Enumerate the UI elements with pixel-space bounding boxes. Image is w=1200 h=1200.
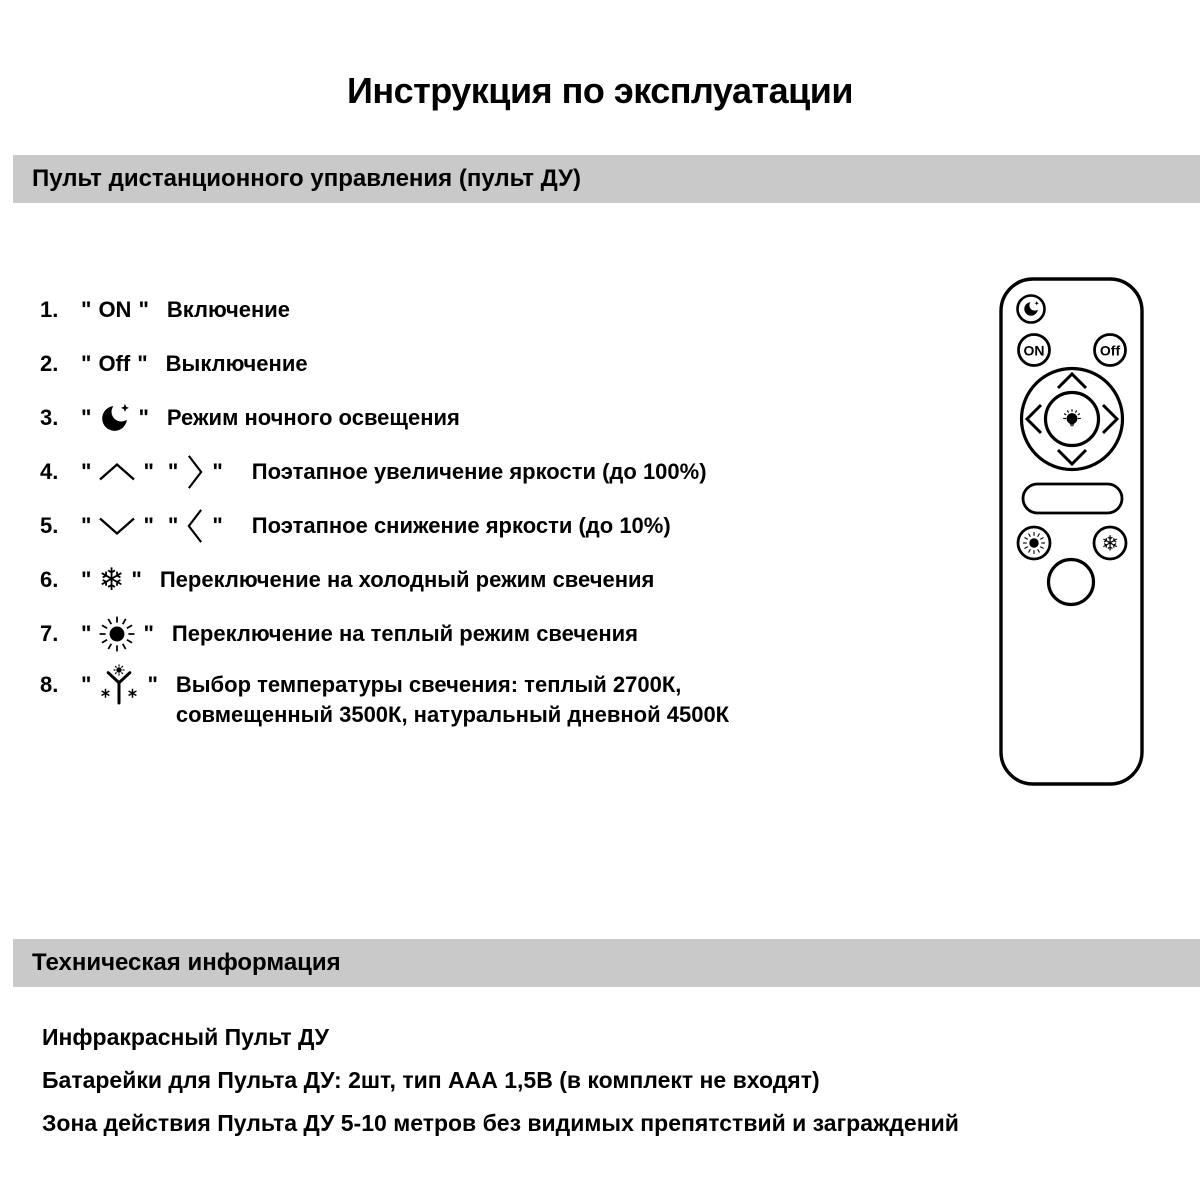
item-text: Переключение на холодный режим свечения [159,567,655,592]
quote-mark: " [167,513,179,538]
item-text-line1: Выбор температуры свечения: теплый 2700К, [175,672,682,697]
section-header-remote-label: Пульт дистанционного управления (пульт ДУ) [32,165,581,192]
on-label: ON [98,297,132,322]
quote-mark: " [81,297,92,322]
item-text: Поэтапное снижение яркости (до 10%) [251,513,671,538]
quote-mark: " [147,672,158,697]
quote-mark: " [167,459,179,484]
tech-line-1: Инфракрасный Пульт ДУ [42,1024,329,1050]
quote-mark: " [81,351,92,376]
off-label: Off [98,351,131,376]
item-number: 6. [40,567,59,592]
quote-mark: " [81,513,92,538]
item-number: 1. [40,297,59,322]
chevron-left-icon [185,508,205,544]
list-item-8 [40,665,729,729]
remote-off-label: Off [1099,342,1121,359]
technical-info [42,1016,959,1145]
item-text: Выключение [165,351,308,376]
item-number: 2. [40,351,59,376]
snowflake-icon: ❄ [1101,531,1119,556]
remote-on-label: ON [1023,342,1045,359]
quote-mark: " [143,459,154,484]
item-text: Включение [166,297,291,322]
snowflake-icon: ❄ [98,561,125,598]
chevron-up-icon [98,462,136,482]
item-text: Поэтапное увеличение яркости (до 100%) [251,459,707,484]
temperature-select-icon [98,664,140,706]
list-item-6 [40,553,729,607]
quote-mark: " [81,567,92,592]
item-text-line2: совмещенный 3500К, натуральный дневной 4500К [175,702,730,727]
list-item-2 [40,337,729,391]
quote-mark: " [143,513,154,538]
section-header-remote [13,155,1200,203]
quote-mark: " [138,405,149,430]
quote-mark: " [143,621,154,646]
quote-mark: " [131,567,142,592]
item-text: Переключение на теплый режим свечения [171,621,639,646]
list-item-7 [40,607,729,661]
quote-mark: " [81,672,92,697]
sun-warm-icon [98,615,136,653]
item-number: 3. [40,405,59,430]
page-title: Инструкция по эксплуатации [346,70,854,111]
section-header-tech-label: Техническая информация [32,949,341,976]
remote-buttons-list [40,283,729,729]
chevron-down-icon [98,516,136,536]
item-number: 7. [40,621,59,646]
quote-mark: " [81,621,92,646]
night-mode-moon-icon [98,402,131,435]
item-number: 4. [40,459,59,484]
chevron-right-icon [185,454,205,490]
quote-mark: " [81,405,92,430]
quote-mark: " [137,351,148,376]
quote-mark: " [81,459,92,484]
quote-mark: " [212,459,223,484]
quote-mark: " [212,513,223,538]
item-text: Режим ночного освещения [166,405,460,430]
list-item-4 [40,445,729,499]
list-item-5 [40,499,729,553]
tech-line-2: Батарейки для Пульта ДУ: 2шт, тип ААА 1,5В (в комплект не входят) [42,1067,820,1093]
list-item-1 [40,283,729,337]
item-number: 8. [40,672,59,697]
remote-control-illustration [997,275,1147,790]
item-number: 5. [40,513,59,538]
quote-mark: " [138,297,149,322]
section-header-tech [13,939,1200,987]
list-item-3 [40,391,729,445]
tech-line-3: Зона действия Пульта ДУ 5-10 метров без видимых препятствий и заграждений [42,1110,959,1136]
